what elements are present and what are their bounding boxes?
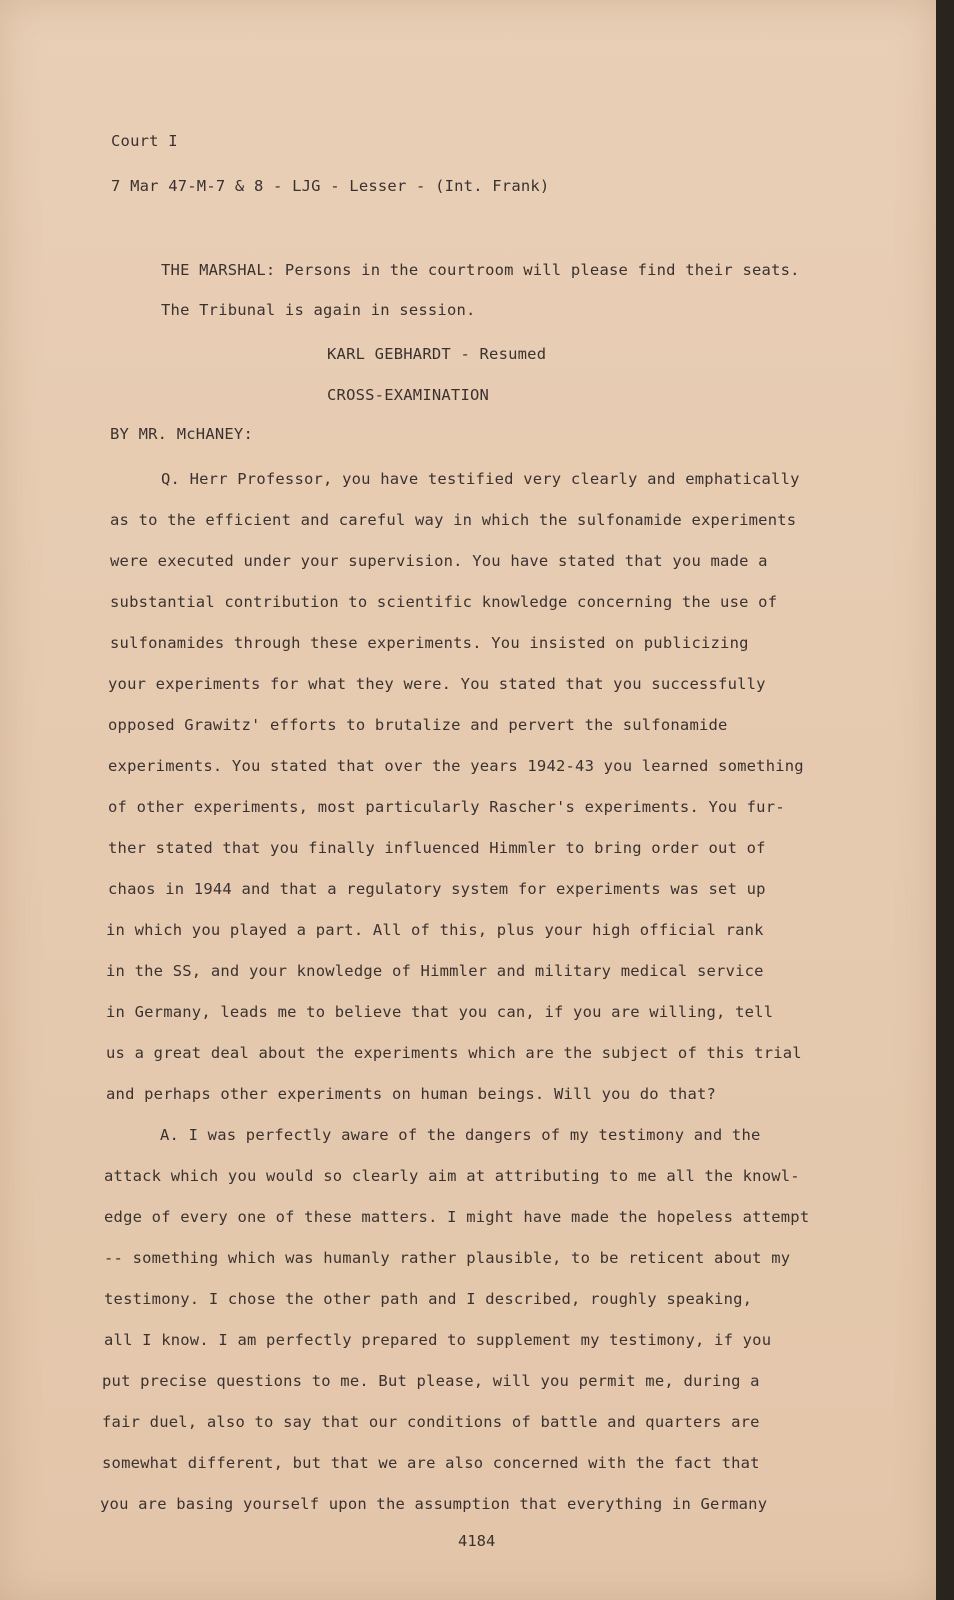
question-line: were executed under your supervision. You have stated that you made a xyxy=(110,552,768,570)
answer-line: A. I was perfectly aware of the dangers of my testimony and the xyxy=(160,1126,761,1144)
section-heading: CROSS-EXAMINATION xyxy=(327,386,490,404)
question-line: of other experiments, most particularly Rascher's experiments. You fur- xyxy=(108,798,785,816)
question-line: Q. Herr Professor, you have testified very clearly and emphatically xyxy=(161,470,800,488)
answer-line: attack which you would so clearly aim at attributing to me all the knowl- xyxy=(104,1167,800,1185)
question-line: ther stated that you finally influenced Himmler to bring order out of xyxy=(108,839,766,857)
question-line: us a great deal about the experiments which are the subject of this trial xyxy=(106,1044,802,1062)
answer-line: edge of every one of these matters. I might have made the hopeless attempt xyxy=(104,1208,810,1226)
question-line: opposed Grawitz' efforts to brutalize and pervert the sulfonamide xyxy=(108,716,728,734)
answer-line: put precise questions to me. But please, will you permit me, during a xyxy=(102,1372,760,1390)
examiner-label: BY MR. McHANEY: xyxy=(110,425,253,443)
page-number: 4184 xyxy=(458,1532,496,1550)
scan-border xyxy=(936,0,954,1600)
question-line: experiments. You stated that over the years 1942-43 you learned something xyxy=(108,757,804,775)
answer-line: -- something which was humanly rather plausible, to be reticent about my xyxy=(104,1249,791,1267)
session-line: 7 Mar 47-M-7 & 8 - LJG - Lesser - (Int. Frank) xyxy=(111,177,550,195)
marshal-statement-line: The Tribunal is again in session. xyxy=(161,301,476,319)
question-line: in the SS, and your knowledge of Himmler and military medical service xyxy=(106,962,764,980)
answer-line: all I know. I am perfectly prepared to supplement my testimony, if you xyxy=(104,1331,772,1349)
answer-line: you are basing yourself upon the assumption that everything in Germany xyxy=(100,1495,768,1513)
answer-line: fair duel, also to say that our conditions of battle and quarters are xyxy=(102,1413,760,1431)
question-line: chaos in 1944 and that a regulatory system for experiments was set up xyxy=(108,880,766,898)
marshal-statement-line: THE MARSHAL: Persons in the courtroom will please find their seats. xyxy=(161,261,800,279)
question-line: sulfonamides through these experiments. You insisted on publicizing xyxy=(110,634,749,652)
question-line: and perhaps other experiments on human beings. Will you do that? xyxy=(106,1085,717,1103)
question-line: your experiments for what they were. You stated that you successfully xyxy=(108,675,766,693)
witness-heading: KARL GEBHARDT - Resumed xyxy=(327,345,547,363)
answer-line: somewhat different, but that we are also concerned with the fact that xyxy=(102,1454,760,1472)
court-label: Court I xyxy=(111,132,178,150)
question-line: in which you played a part. All of this, plus your high official rank xyxy=(106,921,764,939)
question-line: as to the efficient and careful way in which the sulfonamide experiments xyxy=(110,511,797,529)
answer-line: testimony. I chose the other path and I described, roughly speaking, xyxy=(104,1290,753,1308)
question-line: in Germany, leads me to believe that you can, if you are willing, tell xyxy=(106,1003,774,1021)
question-line: substantial contribution to scientific knowledge concerning the use of xyxy=(110,593,778,611)
